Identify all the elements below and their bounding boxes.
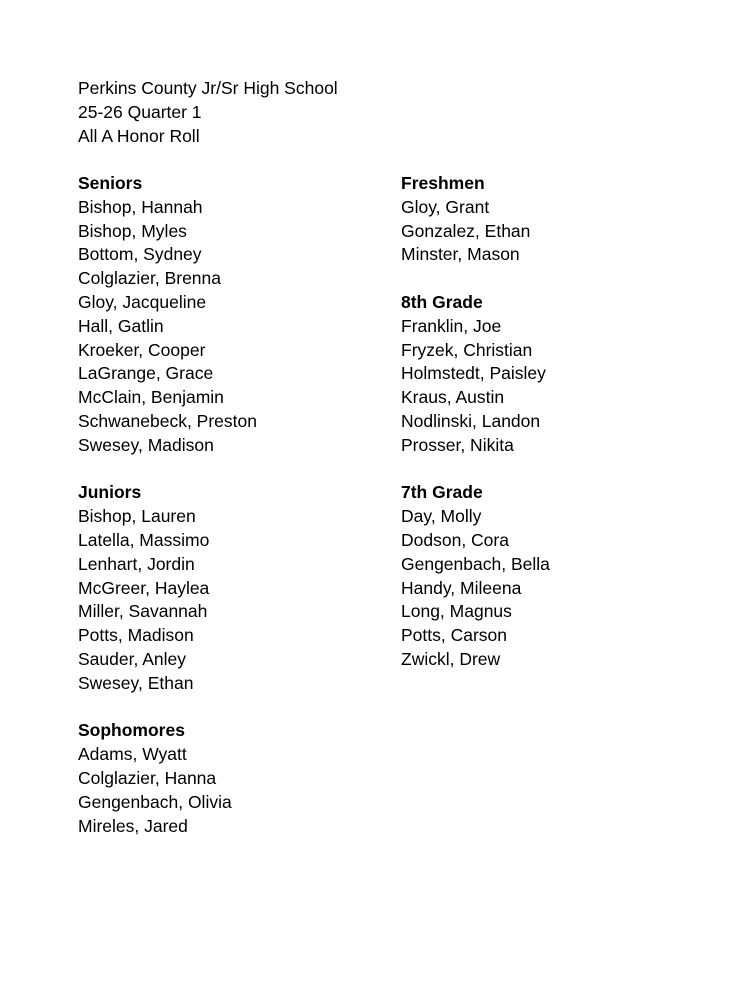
student-name: Miller, Savannah — [78, 601, 208, 622]
student-name: Gloy, Jacqueline — [78, 291, 207, 312]
student-name: Bishop, Hannah — [78, 196, 203, 217]
student-name: Bishop, Myles — [78, 220, 187, 241]
student-name: Latella, Massimo — [78, 529, 210, 550]
student-name: Handy, Mileena — [401, 577, 522, 598]
section-spacer — [401, 267, 721, 291]
student-name: Fryzek, Christian — [401, 339, 533, 360]
student-name: Adams, Wyatt — [78, 744, 187, 765]
grade-section-sophomores — [78, 719, 398, 838]
school-name: Perkins County Jr/Sr High School — [78, 78, 338, 98]
student-name: Gloy, Grant — [401, 196, 490, 217]
student-name: Lenhart, Jordin — [78, 553, 195, 574]
student-name: Gengenbach, Bella — [401, 553, 550, 574]
section-title: 7th Grade — [401, 482, 483, 503]
student-name: Kroeker, Cooper — [78, 339, 206, 360]
student-name: Long, Magnus — [401, 601, 512, 622]
section-title: Seniors — [78, 173, 143, 193]
section-title: 8th Grade — [401, 291, 483, 312]
student-name: Prosser, Nikita — [401, 434, 514, 455]
section-spacer — [78, 696, 398, 720]
student-name: Swesey, Ethan — [78, 672, 194, 693]
student-name: Colglazier, Hanna — [78, 767, 217, 788]
student-name: Gonzalez, Ethan — [401, 220, 531, 241]
student-name: Minster, Mason — [401, 244, 520, 265]
grade-section-freshmen — [401, 172, 721, 267]
student-name: Swesey, Madison — [78, 434, 214, 455]
student-name: Kraus, Austin — [401, 387, 505, 408]
student-name: Potts, Carson — [401, 625, 508, 646]
grade-section-8th-grade — [401, 291, 721, 458]
student-name: Nodlinski, Landon — [401, 410, 541, 431]
document-header — [78, 77, 678, 148]
section-title: Sophomores — [78, 720, 185, 741]
section-spacer — [401, 458, 721, 482]
grade-section-7th-grade — [401, 481, 721, 671]
left-column — [78, 172, 398, 838]
honor-roll-title: All A Honor Roll — [78, 125, 200, 146]
student-name: Bottom, Sydney — [78, 244, 202, 265]
student-name: Dodson, Cora — [401, 529, 509, 550]
student-name: McClain, Benjamin — [78, 387, 224, 408]
section-title: Juniors — [78, 482, 142, 503]
student-name: LaGrange, Grace — [78, 363, 214, 384]
student-name: Sauder, Anley — [78, 648, 186, 669]
student-name: McGreer, Haylea — [78, 577, 210, 598]
student-name: Franklin, Joe — [401, 315, 502, 336]
grade-section-juniors — [78, 481, 398, 695]
student-name: Gengenbach, Olivia — [78, 791, 232, 812]
student-name: Bishop, Lauren — [78, 506, 196, 527]
section-spacer — [78, 458, 398, 482]
term-label: 25-26 Quarter 1 — [78, 101, 202, 122]
section-title: Freshmen — [401, 173, 485, 193]
student-name: Colglazier, Brenna — [78, 268, 221, 289]
right-column — [401, 172, 721, 672]
student-name: Potts, Madison — [78, 625, 194, 646]
student-name: Mireles, Jared — [78, 815, 188, 836]
grade-section-seniors — [78, 172, 398, 458]
student-name: Holmstedt, Paisley — [401, 363, 546, 384]
student-name: Zwickl, Drew — [401, 648, 501, 669]
student-name: Schwanebeck, Preston — [78, 410, 257, 431]
student-name: Hall, Gatlin — [78, 315, 164, 336]
student-name: Day, Molly — [401, 506, 482, 527]
